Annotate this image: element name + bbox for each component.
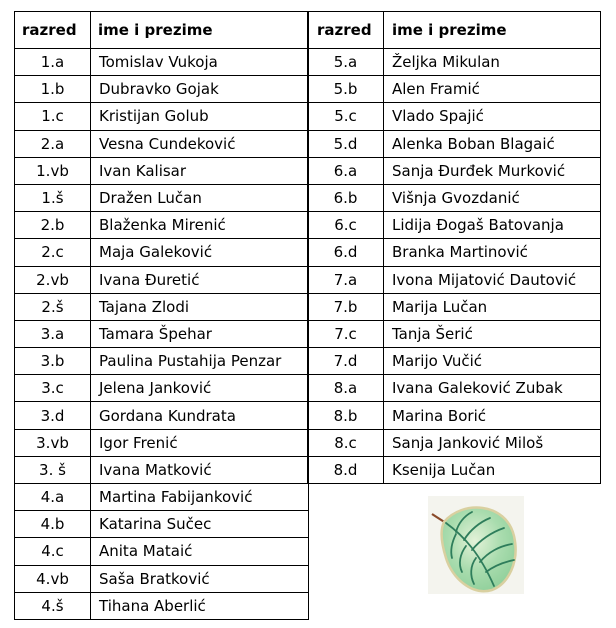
teacher-name-cell: Tomislav Vukoja xyxy=(91,49,309,76)
class-cell: 1.b xyxy=(15,76,91,103)
table-row xyxy=(308,320,601,347)
class-cell: 2.š xyxy=(15,293,91,320)
class-column-header: razred xyxy=(15,12,91,49)
table-row xyxy=(308,456,601,483)
teacher-name-cell: Branka Martinović xyxy=(384,239,601,266)
teacher-name-cell: Blaženka Mirenić xyxy=(91,212,309,239)
class-cell: 8.c xyxy=(308,429,384,456)
table-row xyxy=(308,103,601,130)
class-cell: 5.c xyxy=(308,103,384,130)
class-cell: 3. š xyxy=(15,456,91,483)
table-row xyxy=(15,293,309,320)
name-column-header: ime i prezime xyxy=(91,12,309,49)
class-cell: 4.a xyxy=(15,484,91,511)
class-cell: 8.b xyxy=(308,402,384,429)
class-cell: 3.b xyxy=(15,348,91,375)
class-cell: 1.vb xyxy=(15,157,91,184)
table-row xyxy=(15,511,309,538)
table-row xyxy=(15,239,309,266)
class-cell: 3.d xyxy=(15,402,91,429)
table-row xyxy=(308,266,601,293)
class-cell: 4.b xyxy=(15,511,91,538)
class-cell: 1.c xyxy=(15,103,91,130)
table-row xyxy=(15,429,309,456)
table-header-row xyxy=(308,12,601,49)
class-cell: 7.b xyxy=(308,293,384,320)
teacher-name-cell: Marijo Vučić xyxy=(384,348,601,375)
table-row xyxy=(308,293,601,320)
teacher-name-cell: Ivana Matković xyxy=(91,456,309,483)
table-row xyxy=(308,429,601,456)
teacher-name-cell: Ivan Kalisar xyxy=(91,157,309,184)
class-cell: 1.š xyxy=(15,184,91,211)
table-row xyxy=(15,592,309,619)
class-cell: 3.a xyxy=(15,320,91,347)
table-row xyxy=(15,538,309,565)
table-row xyxy=(15,103,309,130)
teacher-name-cell: Ivana Đuretić xyxy=(91,266,309,293)
table-row xyxy=(15,49,309,76)
name-column-header: ime i prezime xyxy=(384,12,601,49)
table-row xyxy=(15,157,309,184)
teacher-name-cell: Anita Mataić xyxy=(91,538,309,565)
teacher-name-cell: Katarina Sučec xyxy=(91,511,309,538)
teacher-name-cell: Gordana Kundrata xyxy=(91,402,309,429)
roster-body-left xyxy=(15,49,309,620)
class-cell: 7.d xyxy=(308,348,384,375)
teacher-name-cell: Tanja Šerić xyxy=(384,320,601,347)
teacher-name-cell: Martina Fabijanković xyxy=(91,484,309,511)
table-header-row xyxy=(15,12,309,49)
teacher-name-cell: Vlado Spajić xyxy=(384,103,601,130)
table-row xyxy=(308,49,601,76)
class-cell: 7.c xyxy=(308,320,384,347)
class-cell: 2.b xyxy=(15,212,91,239)
teacher-name-cell: Ksenija Lučan xyxy=(384,456,601,483)
teacher-name-cell: Lidija Đogaš Batovanja xyxy=(384,212,601,239)
teacher-name-cell: Dubravko Gojak xyxy=(91,76,309,103)
table-row xyxy=(308,76,601,103)
teacher-name-cell: Vesna Cundeković xyxy=(91,130,309,157)
teacher-name-cell: Sanja Đurđek Murković xyxy=(384,157,601,184)
teacher-name-cell: Paulina Pustahija Penzar xyxy=(91,348,309,375)
teacher-name-cell: Maja Galeković xyxy=(91,239,309,266)
class-cell: 2.c xyxy=(15,239,91,266)
class-cell: 2.a xyxy=(15,130,91,157)
class-cell: 3.vb xyxy=(15,429,91,456)
class-cell: 3.c xyxy=(15,375,91,402)
class-cell: 2.vb xyxy=(15,266,91,293)
leaf-illustration xyxy=(428,496,524,594)
table-row xyxy=(308,375,601,402)
table-row xyxy=(308,212,601,239)
class-cell: 5.d xyxy=(308,130,384,157)
table-row xyxy=(15,320,309,347)
teacher-name-cell: Alen Framić xyxy=(384,76,601,103)
teacher-name-cell: Željka Mikulan xyxy=(384,49,601,76)
class-column-header: razred xyxy=(308,12,384,49)
table-row xyxy=(308,157,601,184)
class-cell: 5.a xyxy=(308,49,384,76)
class-cell: 4.vb xyxy=(15,565,91,592)
class-cell: 6.d xyxy=(308,239,384,266)
teacher-name-cell: Kristijan Golub xyxy=(91,103,309,130)
table-row xyxy=(15,565,309,592)
class-cell: 1.a xyxy=(15,49,91,76)
roster-table-left xyxy=(14,11,309,620)
class-cell: 6.c xyxy=(308,212,384,239)
teacher-name-cell: Jelena Janković xyxy=(91,375,309,402)
class-cell: 6.b xyxy=(308,184,384,211)
roster-table-right xyxy=(307,11,601,484)
table-row xyxy=(15,375,309,402)
teacher-name-cell: Igor Frenić xyxy=(91,429,309,456)
table-row xyxy=(15,402,309,429)
class-cell: 5.b xyxy=(308,76,384,103)
table-row xyxy=(15,130,309,157)
table-row xyxy=(308,402,601,429)
teacher-name-cell: Tihana Aberlić xyxy=(91,592,309,619)
table-row xyxy=(15,348,309,375)
teacher-name-cell: Ivona Mijatović Dautović xyxy=(384,266,601,293)
table-row xyxy=(308,130,601,157)
teacher-name-cell: Višnja Gvozdanić xyxy=(384,184,601,211)
class-cell: 6.a xyxy=(308,157,384,184)
teacher-name-cell: Marina Borić xyxy=(384,402,601,429)
teacher-name-cell: Alenka Boban Blagaić xyxy=(384,130,601,157)
class-cell: 8.a xyxy=(308,375,384,402)
teacher-name-cell: Tajana Zlodi xyxy=(91,293,309,320)
class-cell: 4.š xyxy=(15,592,91,619)
teacher-name-cell: Tamara Špehar xyxy=(91,320,309,347)
table-row xyxy=(15,456,309,483)
leaf-icon xyxy=(428,496,524,594)
teacher-name-cell: Marija Lučan xyxy=(384,293,601,320)
table-row xyxy=(308,184,601,211)
teacher-name-cell: Ivana Galeković Zubak xyxy=(384,375,601,402)
table-row xyxy=(15,484,309,511)
table-row xyxy=(15,212,309,239)
table-row xyxy=(15,266,309,293)
roster-body-right xyxy=(308,49,601,484)
table-row xyxy=(15,76,309,103)
table-row xyxy=(15,184,309,211)
table-row xyxy=(308,348,601,375)
class-cell: 7.a xyxy=(308,266,384,293)
class-cell: 8.d xyxy=(308,456,384,483)
teacher-name-cell: Sanja Janković Miloš xyxy=(384,429,601,456)
class-cell: 4.c xyxy=(15,538,91,565)
table-row xyxy=(308,239,601,266)
teacher-name-cell: Dražen Lučan xyxy=(91,184,309,211)
teacher-name-cell: Saša Bratković xyxy=(91,565,309,592)
